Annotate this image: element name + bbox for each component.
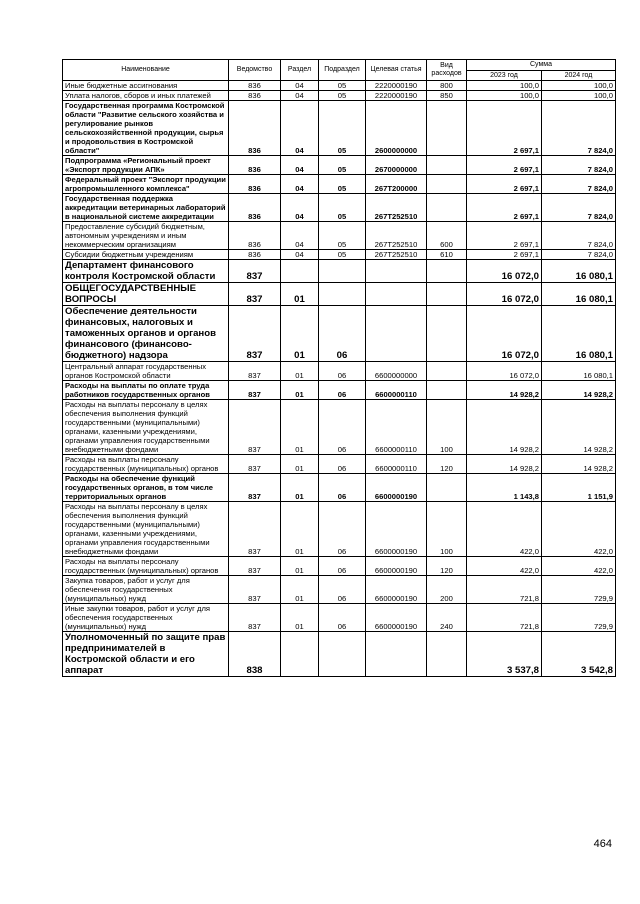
row-sum-2024: 100,0 <box>542 91 616 101</box>
row-sum-2023: 721,8 <box>467 576 542 604</box>
row-vid: 800 <box>427 81 467 91</box>
row-podrazdel <box>319 632 366 677</box>
table-row <box>63 557 616 576</box>
row-vedomstvo: 837 <box>229 557 281 576</box>
row-statya: 2220000190 <box>366 91 427 101</box>
row-razdel: 04 <box>281 250 319 260</box>
row-vid: 610 <box>427 250 467 260</box>
row-vid: 200 <box>427 576 467 604</box>
table-row <box>63 283 616 306</box>
row-podrazdel: 06 <box>319 576 366 604</box>
row-podrazdel <box>319 260 366 283</box>
row-vid: 120 <box>427 455 467 474</box>
row-vedomstvo: 837 <box>229 400 281 455</box>
header-razdel: Раздел <box>281 60 319 81</box>
table-row <box>63 175 616 194</box>
row-sum-2023: 2 697,1 <box>467 194 542 222</box>
table-row <box>63 604 616 632</box>
row-razdel: 01 <box>281 400 319 455</box>
row-name: Закупка товаров, работ и услуг для обеспечения государственных (муниципальных) нужд <box>63 576 229 604</box>
header-year-2023: 2023 год <box>467 71 542 81</box>
row-sum-2024: 14 928,2 <box>542 455 616 474</box>
row-podrazdel: 06 <box>319 604 366 632</box>
row-vid <box>427 362 467 381</box>
row-razdel: 04 <box>281 156 319 175</box>
row-sum-2023: 721,8 <box>467 604 542 632</box>
row-sum-2023: 2 697,1 <box>467 156 542 175</box>
row-name: Расходы на выплаты персоналу государственных (муниципальных) органов <box>63 557 229 576</box>
row-vid <box>427 156 467 175</box>
row-podrazdel: 05 <box>319 101 366 156</box>
row-name: Федеральный проект "Экспорт продукции агропромышленного комплекса" <box>63 175 229 194</box>
row-sum-2023: 14 928,2 <box>467 400 542 455</box>
table-row <box>63 381 616 400</box>
row-vid: 120 <box>427 557 467 576</box>
row-sum-2024: 16 080,1 <box>542 283 616 306</box>
row-vedomstvo: 836 <box>229 91 281 101</box>
row-vid <box>427 632 467 677</box>
row-sum-2024: 16 080,1 <box>542 362 616 381</box>
row-name: Иные бюджетные ассигнования <box>63 81 229 91</box>
budget-table <box>62 59 616 677</box>
row-sum-2024: 7 824,0 <box>542 194 616 222</box>
row-name: Субсидии бюджетным учреждениям <box>63 250 229 260</box>
row-sum-2023: 2 697,1 <box>467 101 542 156</box>
row-podrazdel: 05 <box>319 250 366 260</box>
row-sum-2023: 100,0 <box>467 81 542 91</box>
row-name: Центральный аппарат государственных органов Костромской области <box>63 362 229 381</box>
row-podrazdel: 05 <box>319 156 366 175</box>
row-name: Подпрограмма «Региональный проект «Экспорт продукции АПК» <box>63 156 229 175</box>
row-statya: 6600000190 <box>366 576 427 604</box>
row-sum-2023: 16 072,0 <box>467 283 542 306</box>
row-vedomstvo: 838 <box>229 632 281 677</box>
row-vid: 100 <box>427 502 467 557</box>
row-podrazdel: 06 <box>319 474 366 502</box>
row-statya: 267T252510 <box>366 250 427 260</box>
header-year-2024: 2024 год <box>542 71 616 81</box>
row-statya: 6600000190 <box>366 502 427 557</box>
row-vedomstvo: 837 <box>229 362 281 381</box>
row-razdel: 04 <box>281 81 319 91</box>
row-statya: 6600000110 <box>366 400 427 455</box>
table-row <box>63 632 616 677</box>
row-name: Уплата налогов, сборов и иных платежей <box>63 91 229 101</box>
row-razdel: 04 <box>281 222 319 250</box>
row-statya: 2220000190 <box>366 81 427 91</box>
row-statya: 6600000110 <box>366 381 427 400</box>
row-sum-2024: 7 824,0 <box>542 101 616 156</box>
row-sum-2024: 729,9 <box>542 576 616 604</box>
row-sum-2023: 14 928,2 <box>467 381 542 400</box>
row-razdel: 01 <box>281 283 319 306</box>
header-statya: Целевая статья <box>366 60 427 81</box>
row-podrazdel <box>319 283 366 306</box>
row-name: Обеспечение деятельности финансовых, налоговых и таможенных органов и органов финансового (финансово-бюджетного) надзора <box>63 306 229 362</box>
table-row <box>63 91 616 101</box>
row-statya: 6600000190 <box>366 557 427 576</box>
row-vedomstvo: 837 <box>229 604 281 632</box>
row-razdel: 01 <box>281 455 319 474</box>
row-vedomstvo: 836 <box>229 156 281 175</box>
row-podrazdel: 06 <box>319 455 366 474</box>
row-sum-2023: 16 072,0 <box>467 362 542 381</box>
page-number: 464 <box>593 838 612 850</box>
row-statya: 267T252510 <box>366 194 427 222</box>
header-summa: Сумма <box>467 60 616 71</box>
row-name: Расходы на выплаты по оплате труда работников государственных органов <box>63 381 229 400</box>
row-podrazdel: 05 <box>319 81 366 91</box>
row-razdel: 04 <box>281 175 319 194</box>
row-razdel <box>281 632 319 677</box>
row-razdel: 04 <box>281 194 319 222</box>
table-row <box>63 455 616 474</box>
row-vid: 850 <box>427 91 467 101</box>
table-row <box>63 502 616 557</box>
row-statya: 2600000000 <box>366 101 427 156</box>
row-vid <box>427 194 467 222</box>
row-razdel: 01 <box>281 604 319 632</box>
table-row <box>63 194 616 222</box>
row-sum-2023: 100,0 <box>467 91 542 101</box>
row-razdel: 01 <box>281 306 319 362</box>
row-name: Департамент финансового контроля Костромской области <box>63 260 229 283</box>
table-row <box>63 81 616 91</box>
row-statya <box>366 283 427 306</box>
row-sum-2023: 16 072,0 <box>467 306 542 362</box>
row-name: Государственная поддержка аккредитации ветеринарных лабораторий в национальной системе аккредитации <box>63 194 229 222</box>
table-row <box>63 156 616 175</box>
row-sum-2023: 2 697,1 <box>467 250 542 260</box>
row-name: Расходы на выплаты персоналу в целях обеспечения выполнения функций государственными (муниципальными) органами, казенными учреждениями, органами управления государственными внебюджетными фондами <box>63 502 229 557</box>
row-statya: 267T252510 <box>366 222 427 250</box>
row-razdel: 01 <box>281 557 319 576</box>
row-sum-2024: 16 080,1 <box>542 260 616 283</box>
header-name: Наименование <box>63 60 229 81</box>
row-vedomstvo: 836 <box>229 101 281 156</box>
row-podrazdel: 05 <box>319 175 366 194</box>
row-sum-2024: 16 080,1 <box>542 306 616 362</box>
row-name: ОБЩЕГОСУДАРСТВЕННЫЕ ВОПРОСЫ <box>63 283 229 306</box>
header-podrazdel: Подраздел <box>319 60 366 81</box>
row-podrazdel: 06 <box>319 306 366 362</box>
row-vedomstvo: 837 <box>229 381 281 400</box>
row-vid <box>427 306 467 362</box>
row-vid <box>427 175 467 194</box>
row-sum-2024: 14 928,2 <box>542 381 616 400</box>
row-vid <box>427 101 467 156</box>
row-vedomstvo: 837 <box>229 474 281 502</box>
row-vid <box>427 283 467 306</box>
table-row <box>63 400 616 455</box>
table-row <box>63 260 616 283</box>
row-sum-2024: 422,0 <box>542 502 616 557</box>
row-vedomstvo: 837 <box>229 306 281 362</box>
row-podrazdel: 06 <box>319 400 366 455</box>
table-header <box>63 60 616 81</box>
row-podrazdel: 05 <box>319 222 366 250</box>
row-razdel: 01 <box>281 474 319 502</box>
row-podrazdel: 06 <box>319 362 366 381</box>
row-name: Предоставление субсидий бюджетным, автономным учреждениям и иным некоммерческим организациям <box>63 222 229 250</box>
table-row <box>63 362 616 381</box>
row-vedomstvo: 836 <box>229 175 281 194</box>
row-vid <box>427 474 467 502</box>
table-row <box>63 576 616 604</box>
row-razdel: 04 <box>281 91 319 101</box>
row-sum-2023: 3 537,8 <box>467 632 542 677</box>
row-statya: 6600000190 <box>366 604 427 632</box>
row-podrazdel: 06 <box>319 381 366 400</box>
table-row <box>63 222 616 250</box>
row-vedomstvo: 837 <box>229 502 281 557</box>
row-name: Государственная программа Костромской области "Развитие сельского хозяйства и регулирование рынков сельскохозяйственной продукции, сырья и продовольствия в Костромской области" <box>63 101 229 156</box>
row-razdel: 04 <box>281 101 319 156</box>
row-vid <box>427 381 467 400</box>
row-name: Уполномоченный по защите прав предпринимателей в Костромской области и его аппарат <box>63 632 229 677</box>
row-vedomstvo: 837 <box>229 455 281 474</box>
row-vedomstvo: 837 <box>229 576 281 604</box>
row-sum-2023: 2 697,1 <box>467 175 542 194</box>
row-vedomstvo: 836 <box>229 250 281 260</box>
row-sum-2024: 729,9 <box>542 604 616 632</box>
row-name: Иные закупки товаров, работ и услуг для обеспечения государственных (муниципальных) нужд <box>63 604 229 632</box>
row-vedomstvo: 836 <box>229 81 281 91</box>
row-sum-2024: 7 824,0 <box>542 222 616 250</box>
table-row <box>63 306 616 362</box>
row-sum-2024: 14 928,2 <box>542 400 616 455</box>
row-name: Расходы на выплаты персоналу государственных (муниципальных) органов <box>63 455 229 474</box>
row-podrazdel: 05 <box>319 194 366 222</box>
row-statya: 267T200000 <box>366 175 427 194</box>
row-sum-2024: 7 824,0 <box>542 175 616 194</box>
table-row <box>63 474 616 502</box>
header-vedomstvo: Ведомство <box>229 60 281 81</box>
row-name: Расходы на обеспечение функций государственных органов, в том числе территориальных органов <box>63 474 229 502</box>
row-statya <box>366 632 427 677</box>
row-razdel <box>281 260 319 283</box>
table-row <box>63 101 616 156</box>
row-sum-2024: 7 824,0 <box>542 250 616 260</box>
table-body <box>63 81 616 677</box>
row-vedomstvo: 836 <box>229 222 281 250</box>
row-statya: 6600000190 <box>366 474 427 502</box>
row-sum-2024: 100,0 <box>542 81 616 91</box>
row-vid <box>427 260 467 283</box>
row-statya <box>366 260 427 283</box>
row-podrazdel: 05 <box>319 91 366 101</box>
row-razdel: 01 <box>281 362 319 381</box>
row-sum-2023: 1 143,8 <box>467 474 542 502</box>
row-sum-2023: 16 072,0 <box>467 260 542 283</box>
header-vid: Вид расходов <box>427 60 467 81</box>
row-razdel: 01 <box>281 502 319 557</box>
row-sum-2024: 3 542,8 <box>542 632 616 677</box>
row-sum-2023: 14 928,2 <box>467 455 542 474</box>
row-podrazdel: 06 <box>319 502 366 557</box>
row-razdel: 01 <box>281 381 319 400</box>
row-vedomstvo: 836 <box>229 194 281 222</box>
row-podrazdel: 06 <box>319 557 366 576</box>
row-statya: 6600000000 <box>366 362 427 381</box>
row-name: Расходы на выплаты персоналу в целях обеспечения выполнения функций государственными (муниципальными) органами, казенными учреждениями, органами управления государственными внебюджетными фондами <box>63 400 229 455</box>
row-vedomstvo: 837 <box>229 260 281 283</box>
row-vedomstvo: 837 <box>229 283 281 306</box>
row-sum-2024: 7 824,0 <box>542 156 616 175</box>
row-vid: 240 <box>427 604 467 632</box>
row-statya: 2670000000 <box>366 156 427 175</box>
row-vid: 100 <box>427 400 467 455</box>
row-vid: 600 <box>427 222 467 250</box>
row-sum-2024: 1 151,9 <box>542 474 616 502</box>
row-sum-2024: 422,0 <box>542 557 616 576</box>
row-razdel: 01 <box>281 576 319 604</box>
row-sum-2023: 2 697,1 <box>467 222 542 250</box>
row-statya: 6600000110 <box>366 455 427 474</box>
row-statya <box>366 306 427 362</box>
row-sum-2023: 422,0 <box>467 502 542 557</box>
table-row <box>63 250 616 260</box>
row-sum-2023: 422,0 <box>467 557 542 576</box>
